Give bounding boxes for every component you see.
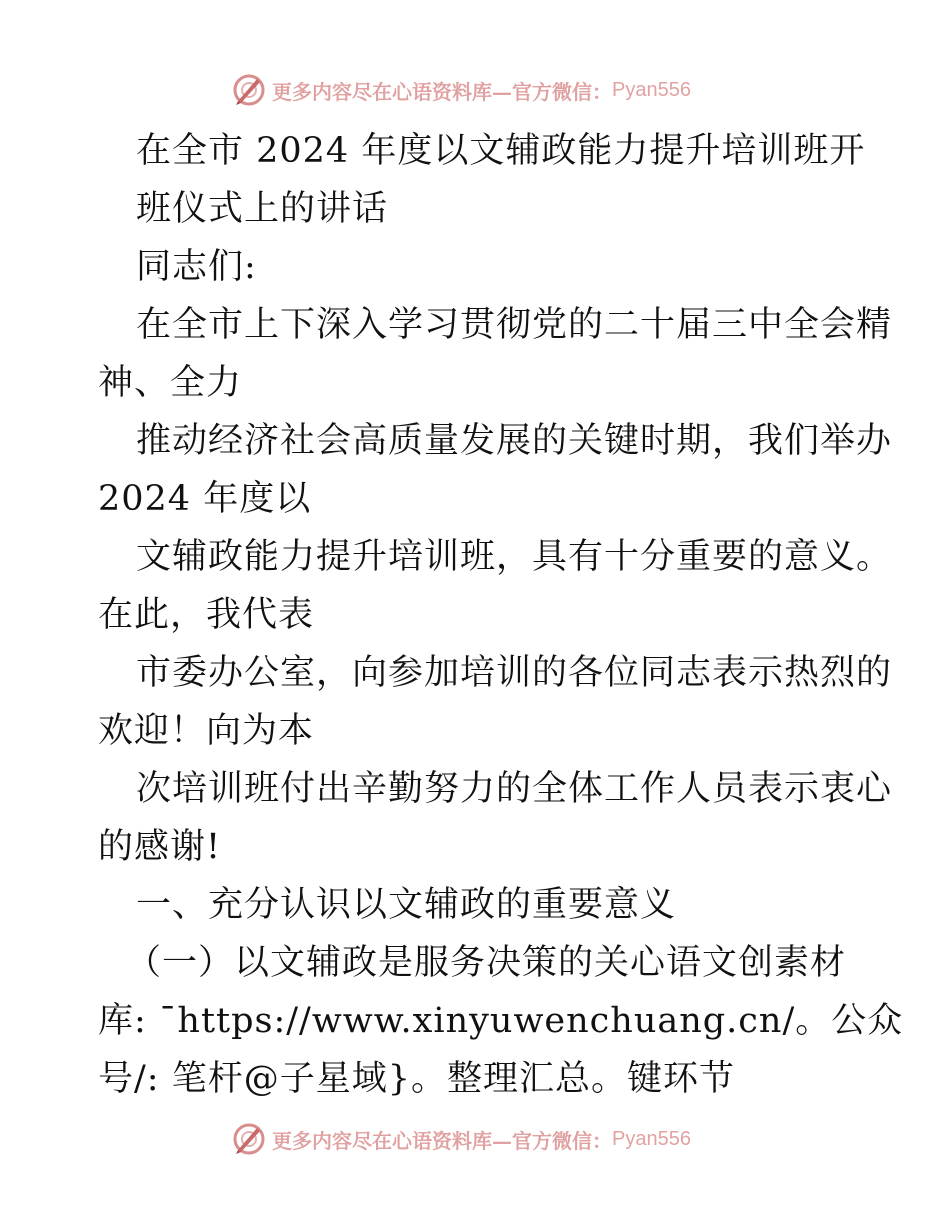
body-line: 推动经济社会高质量发展的关键时期，我们举办	[136, 421, 893, 461]
title-line-1: 在全市 2024 年度以文辅政能力提升培训班开	[136, 131, 866, 171]
salutation: 同志们:	[136, 247, 257, 287]
body-line: 次培训班付出辛勤努力的全体工作人员表示衷心	[136, 769, 893, 809]
body-line: 神、全力	[98, 363, 243, 403]
body-line: 号/: 笔杆@子星域}。整理汇总。键环节	[98, 1059, 735, 1099]
banner-wechat-id: Pyan556	[612, 1127, 691, 1150]
banner-text: 更多内容尽在心语资料库—官方微信：	[272, 1128, 612, 1153]
pen-logo-icon	[232, 1122, 266, 1156]
body-line: 市委办公室，向参加培训的各位同志表示热烈的	[136, 653, 893, 693]
pen-logo-icon	[232, 73, 266, 107]
banner-text: 更多内容尽在心语资料库—官方微信：	[272, 79, 612, 104]
body-line: 的感谢!	[98, 827, 222, 867]
header-watermark-banner	[232, 70, 691, 110]
subsection-heading: （一）以文辅政是服务决策的关心语文创素材	[126, 943, 847, 983]
body-line: 2024 年度以	[98, 479, 312, 519]
body-line: 在全市上下深入学习贯彻党的二十届三中全会精	[136, 305, 893, 345]
title-line-2: 班仪式上的讲话	[136, 189, 389, 229]
body-line: 库: ¯https://www.xinyuwenchuang.cn/。公众	[98, 1001, 904, 1041]
body-line: 在此，我代表	[98, 595, 315, 635]
section-heading: 一、充分认识以文辅政的重要意义	[136, 885, 677, 925]
footer-watermark-banner	[232, 1119, 691, 1159]
body-line: 欢迎！向为本	[98, 711, 315, 751]
body-line: 文辅政能力提升培训班，具有十分重要的意义。	[136, 537, 893, 577]
speech-body	[98, 122, 904, 1108]
banner-wechat-id: Pyan556	[612, 78, 691, 101]
